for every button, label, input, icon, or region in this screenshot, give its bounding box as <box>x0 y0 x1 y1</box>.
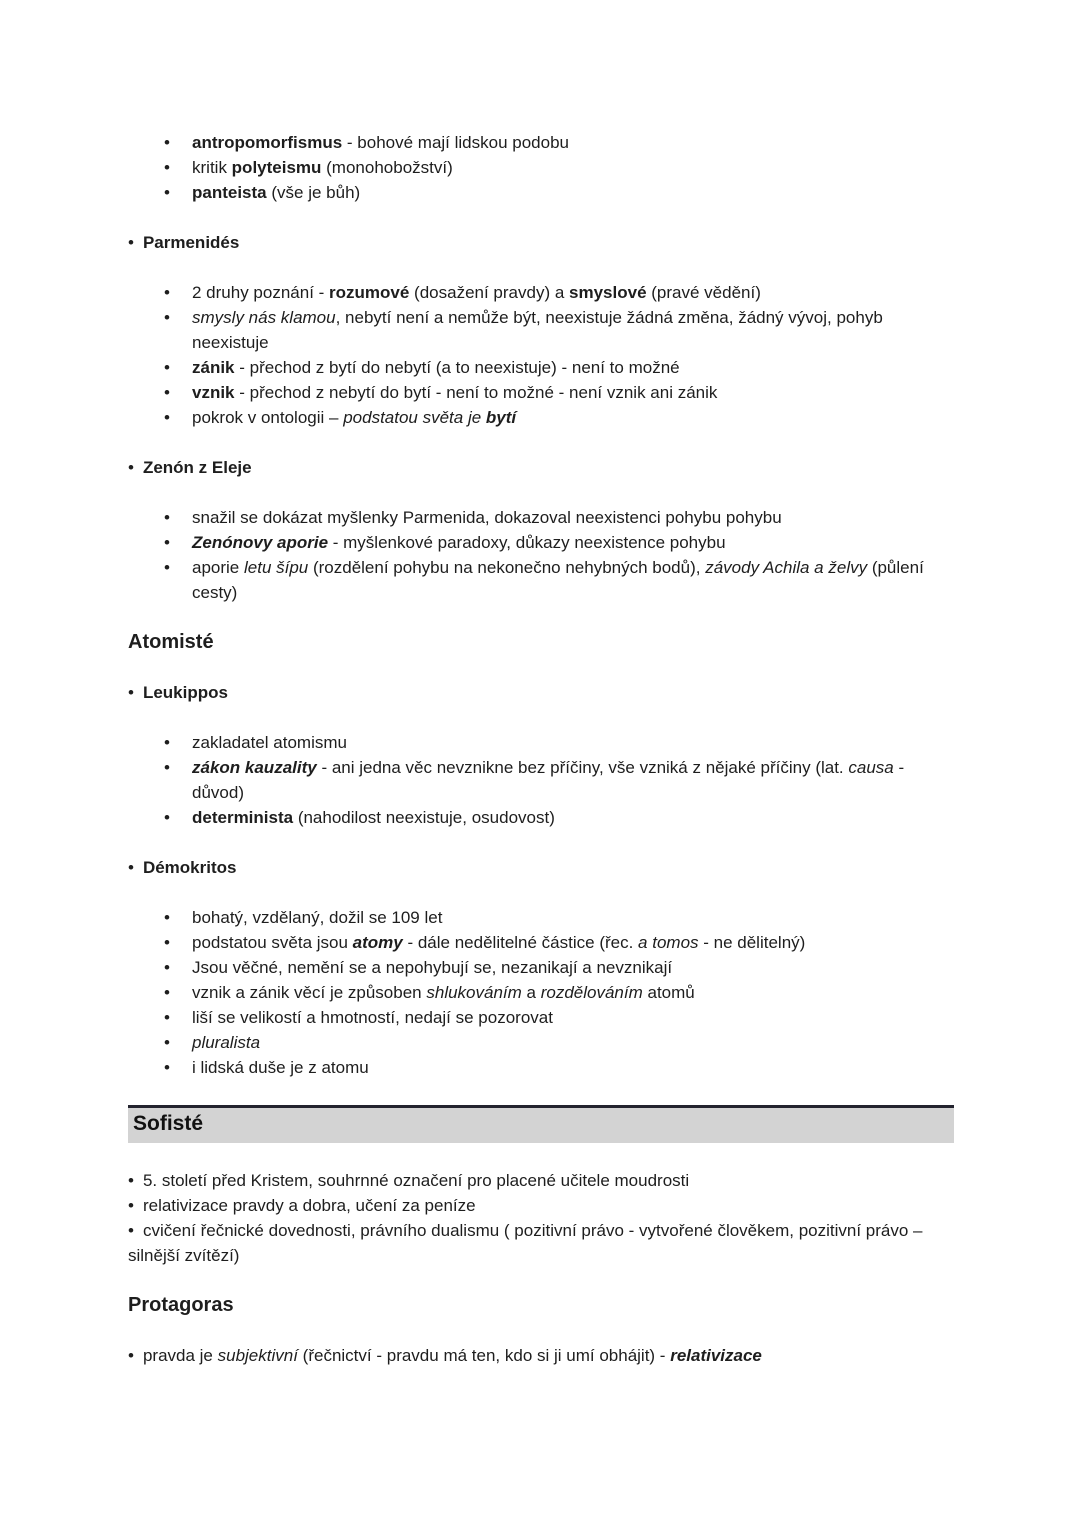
text-run: atomy <box>352 933 403 952</box>
list-item <box>192 1005 954 1030</box>
text-run: - přechod z nebytí do bytí - není to možné - není vznik ani zánik <box>234 383 718 402</box>
list-item <box>192 755 954 805</box>
text-run: pluralista <box>192 1033 261 1052</box>
list-item <box>192 1030 954 1055</box>
list-item <box>128 1343 954 1368</box>
list-item <box>192 380 954 405</box>
text-run: závody Achila a želvy <box>705 558 868 577</box>
list-item <box>192 555 954 605</box>
text-run: aporie <box>192 558 244 577</box>
bullet-list-level2 <box>128 905 954 1080</box>
text-run: (pravé vědění) <box>646 283 761 302</box>
bullet-list-level1 <box>128 230 954 255</box>
text-run: pravda je <box>142 1346 218 1365</box>
list-item <box>192 980 954 1005</box>
text-run: - ne dělitelný) <box>698 933 806 952</box>
text-run: kritik <box>192 158 232 177</box>
text-run: Zenónovy aporie <box>192 533 329 552</box>
text-run: subjektivní <box>217 1346 298 1365</box>
bullet-list-level2 <box>128 730 954 830</box>
text-run: - bohové mají lidskou podobu <box>342 133 569 152</box>
list-item <box>192 130 954 155</box>
text-run: (vše je bůh) <box>266 183 361 202</box>
text-run: relativizace pravdy a dobra, učení za peníze <box>142 1196 476 1215</box>
text-run: , nebytí není a nemůže být, neexistuje žádná změna, žádný vývoj, pohyb neexistuje <box>192 308 883 352</box>
text-run: vznik a zánik věcí je způsoben <box>192 983 427 1002</box>
bullet-list-level2 <box>128 280 954 430</box>
text-run: podstatou světa je <box>343 408 486 427</box>
text-run: letu šípu <box>243 558 309 577</box>
list-item <box>192 180 954 205</box>
list-item <box>192 905 954 930</box>
section-heading-atomiste: Atomisté <box>128 631 214 653</box>
text-run: (monohobožství) <box>321 158 453 177</box>
text-run: determinista <box>192 808 294 827</box>
text-run: cvičení řečnické dovednosti, právního dualismu ( pozitivní právo - vytvořené člověkem, pozitivní právo – silnější zvítězí) <box>128 1221 923 1265</box>
text-run: 5. století před Kristem, souhrnné označení pro placené učitele moudrosti <box>142 1171 690 1190</box>
bullet-list-level1 <box>128 1343 954 1368</box>
bullet-list-level1 <box>128 680 954 705</box>
list-item <box>192 280 954 305</box>
list-item <box>192 505 954 530</box>
list-item <box>128 1193 954 1218</box>
text-run: smysly nás klamou <box>192 308 336 327</box>
text-run: Leukippos <box>142 683 228 702</box>
list-item <box>192 530 954 555</box>
text-run: pokrok v ontologii – <box>192 408 344 427</box>
section-heading-protagoras: Protagoras <box>128 1294 234 1316</box>
bullet-list-level1 <box>128 1168 954 1268</box>
text-run: (rozdělení pohybu na nekonečno nehybných bodů), <box>308 558 706 577</box>
text-run: - dále nedělitelné částice (řec. <box>402 933 639 952</box>
text-run: panteista <box>192 183 267 202</box>
text-run: bytí <box>485 408 517 427</box>
text-run: - myšlenkové paradoxy, důkazy neexistence pohybu <box>328 533 726 552</box>
list-item <box>192 930 954 955</box>
text-run: zákon kauzality <box>192 758 317 777</box>
text-run: bohatý, vzdělaný, dožil se 109 let <box>192 908 443 927</box>
text-run: (půlení cesty) <box>192 558 924 602</box>
list-item <box>128 855 954 880</box>
list-item <box>192 805 954 830</box>
list-item <box>192 355 954 380</box>
bullet-list-level1 <box>128 855 954 880</box>
text-run: vznik <box>192 383 235 402</box>
section-heading-sofiste: Sofisté <box>128 1105 954 1143</box>
text-run: - důvod) <box>192 758 905 802</box>
text-run: a <box>521 983 541 1002</box>
list-item <box>128 1168 954 1193</box>
text-run: 2 druhy poznání - <box>192 283 330 302</box>
list-item <box>128 680 954 705</box>
text-run: (dosažení pravdy) a <box>409 283 570 302</box>
list-item <box>192 405 954 430</box>
text-run: i lidská duše je z atomu <box>192 1058 369 1077</box>
text-run: podstatou světa jsou <box>192 933 353 952</box>
text-run: Parmenidés <box>142 233 240 252</box>
bullet-list-level2 <box>128 505 954 605</box>
text-run: (nahodilost neexistuje, osudovost) <box>293 808 555 827</box>
text-run: a tomos <box>638 933 699 952</box>
bullet-list-level2 <box>128 130 954 205</box>
text-run: Jsou věčné, nemění se a nepohybují se, nezanikají a nevznikají <box>192 958 673 977</box>
text-run: atomů <box>642 983 695 1002</box>
list-item <box>192 955 954 980</box>
text-run: causa <box>848 758 894 777</box>
text-run: polyteismu <box>231 158 322 177</box>
list-item <box>128 1218 954 1268</box>
text-run: smyslové <box>569 283 647 302</box>
bullet-list-level1 <box>128 455 954 480</box>
list-item <box>128 455 954 480</box>
text-run: relativizace <box>670 1346 762 1365</box>
text-run: Zenón z Eleje <box>142 458 252 477</box>
text-run: - ani jedna věc nevznikne bez příčiny, vše vzniká z nějaké příčiny (lat. <box>316 758 849 777</box>
text-run: rozdělováním <box>540 983 643 1002</box>
text-run: zánik <box>192 358 235 377</box>
text-run: - přechod z bytí do nebytí (a to neexistuje) - není to možné <box>234 358 680 377</box>
list-item <box>128 230 954 255</box>
text-run: Démokritos <box>142 858 237 877</box>
text-run: shlukováním <box>426 983 522 1002</box>
text-run: zakladatel atomismu <box>192 733 347 752</box>
text-run: liší se velikostí a hmotností, nedají se pozorovat <box>192 1008 553 1027</box>
text-run: (řečnictví - pravdu má ten, kdo si ji umí obhájit) - <box>297 1346 671 1365</box>
list-item <box>192 305 954 355</box>
list-item <box>192 730 954 755</box>
text-run: rozumové <box>329 283 410 302</box>
list-item <box>192 155 954 180</box>
text-run: antropomorfismus <box>192 133 343 152</box>
list-item <box>192 1055 954 1080</box>
text-run: snažil se dokázat myšlenky Parmenida, dokazoval neexistenci pohybu pohybu <box>192 508 782 527</box>
